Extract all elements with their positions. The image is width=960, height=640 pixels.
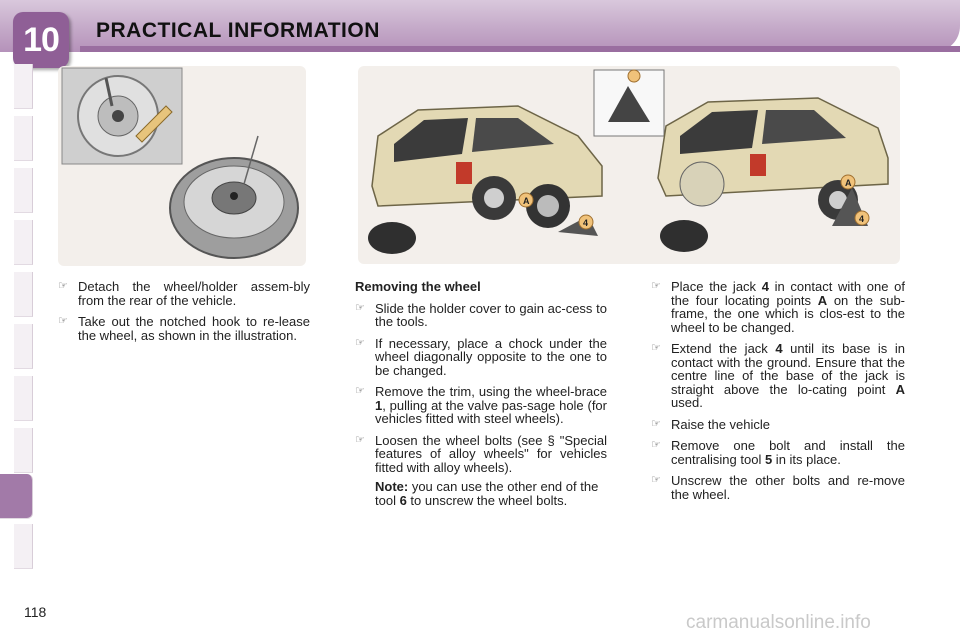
- pointing-hand-icon: ☞: [355, 433, 365, 446]
- chapter-tab[interactable]: [14, 168, 33, 213]
- label-a: A: [523, 196, 530, 206]
- pointing-hand-icon: ☞: [58, 280, 68, 292]
- chapter-tab[interactable]: [14, 272, 33, 317]
- jacking-illustration: [358, 66, 900, 264]
- list-item: ☞ If necessary, place a chock under the wheel diagonally opposite to the one to be changed.: [355, 335, 607, 378]
- spare-wheel-icon: [58, 66, 306, 266]
- pointing-hand-icon: ☞: [651, 474, 661, 486]
- page-title: PRACTICAL INFORMATION: [96, 19, 380, 42]
- list-item: ☞ Raise the vehicle: [651, 416, 770, 432]
- pointing-hand-icon: ☞: [651, 417, 661, 430]
- chapter-tab[interactable]: [14, 64, 33, 109]
- pointing-hand-icon: ☞: [651, 280, 661, 292]
- chapter-tabs: [0, 64, 34, 576]
- list-item: ☞ Slide the holder cover to gain ac-cess to the tools.: [355, 300, 607, 329]
- list-item: ☞ Take out the notched hook to re-lease the wheel, as shown in the illustration.: [58, 314, 310, 343]
- instructions-column-c: [651, 280, 905, 509]
- list-item: ☞ Detach the wheel/holder assem-bly from the rear of the vehicle.: [58, 279, 310, 308]
- label-4: 4: [583, 218, 589, 228]
- pointing-hand-icon: ☞: [355, 301, 365, 314]
- chapter-tab[interactable]: [14, 524, 33, 569]
- chapter-tab[interactable]: [14, 428, 33, 473]
- chapter-tab[interactable]: [14, 116, 33, 161]
- list-item: ☞ Remove one bolt and install the centralising tool 5 in its place.: [651, 438, 905, 467]
- chapter-tab[interactable]: [14, 220, 33, 265]
- pointing-hand-icon: ☞: [651, 439, 661, 451]
- instructions-column-a: [58, 280, 310, 350]
- pointing-hand-icon: ☞: [651, 342, 661, 354]
- chapter-tab-active[interactable]: [0, 474, 33, 519]
- page-number: 118: [24, 604, 47, 620]
- spare-wheel-illustration: [58, 66, 306, 266]
- list-item: ☞ Loosen the wheel bolts (see § "Special features of alloy wheels" for vehicles fitted with alloy wheels).: [355, 432, 607, 475]
- pointing-hand-icon: ☞: [355, 385, 365, 397]
- note: Note: you can use the other end of the tool 6 to unscrew the wheel bolts.: [375, 479, 599, 508]
- list-item: ☞ Unscrew the other bolts and re-move the wheel.: [651, 473, 905, 502]
- pointing-hand-icon: ☞: [355, 336, 365, 349]
- chapter-number: 10: [23, 20, 59, 59]
- label-4: 4: [859, 214, 865, 224]
- header-stripe: [80, 46, 960, 52]
- car-jack-icon: [358, 66, 900, 264]
- chapter-tab[interactable]: [14, 324, 33, 369]
- section-heading: Removing the wheel: [355, 279, 481, 294]
- list-item: ☞ Remove the trim, using the wheel-brace 1, pulling at the valve pas-sage hole (for vehicles fitted with steel wheels).: [355, 384, 607, 426]
- pointing-hand-icon: ☞: [58, 315, 68, 327]
- label-a: A: [845, 178, 852, 188]
- chapter-tab[interactable]: [14, 376, 33, 421]
- instructions-column-b: [355, 280, 607, 507]
- list-item: ☞ Place the jack 4 in contact with one of the four locating points A on the sub-frame, the one which is clos-est to the wheel to be changed.: [651, 279, 906, 335]
- chapter-badge: [13, 12, 69, 68]
- watermark: carmanualsonline.info: [686, 612, 871, 633]
- list-item: ☞ Extend the jack 4 until its base is in contact with the ground. Ensure that the centre line of the base of the jack is straight above the lo-cating point A used.: [651, 341, 905, 410]
